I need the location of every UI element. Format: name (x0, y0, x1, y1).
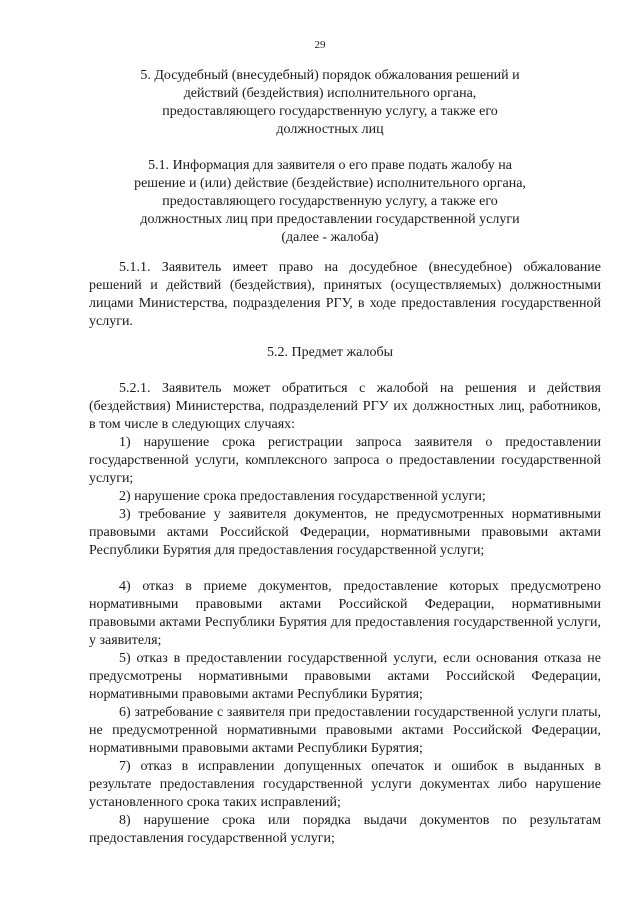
list-item: 6) затребование с заявителя при предоставлении государственной услуги платы, не предусмотренной нормативными правовыми актами Российской Федерации, нормативными правовыми актами Республики Бурятия; (89, 705, 601, 756)
list-item: 3) требование у заявителя документов, не предусмотренных нормативными правовыми актами Российской Федерации, нормативными правовыми актами Республики Бурятия для предоставления государственной услуги; (89, 507, 601, 558)
list-item: 5) отказ в предоставлении государственной услуги, если основания отказа не предусмотрены нормативными правовыми актами Российской Федерации, нормативными правовыми актами Республики Бурятия; (89, 651, 601, 702)
section-heading: 5. Досудебный (внесудебный) порядок обжалования решений и действий (бездействия) исполнительного органа, предоставляющего государственную услугу, а также его должностных лиц (140, 68, 520, 137)
paragraph-5-1-1: 5.1.1. Заявитель имеет право на досудебное (внесудебное) обжалование решений и действий (бездействия), принятых (осуществляемых) должностными лицами Министерства, подразделения РГУ, в ходе предоставления государственной услуги. (89, 260, 601, 329)
subsection-heading: 5.1. Информация для заявителя о его праве подать жалобу на решение и (или) действие (бездействие) исполнительного органа, предоставляющего государственную услугу, а также его должностных лиц при предоставлении государственной услуги (далее - жалоба) (134, 158, 526, 245)
subject-heading: 5.2. Предмет жалобы (267, 345, 393, 360)
list-item: 7) отказ в исправлении допущенных опечаток и ошибок в выданных в результате предоставления государственной услуги документах либо нарушение установленного срока таких исправлений; (89, 759, 601, 810)
list-item: 2) нарушение срока предоставления государственной услуги; (119, 489, 486, 504)
list-item: 8) нарушение срока или порядка выдачи документов по результатам предоставления государственной услуги; (89, 813, 601, 846)
paragraph-5-2-1: 5.2.1. Заявитель может обратиться с жалобой на решения и действия (бездействия) Министерства, подразделений РГУ их должностных лиц, работников, в том числе в следующих случаях: (89, 381, 601, 432)
list-item: 4) отказ в приеме документов, предоставление которых предусмотрено нормативными правовыми актами Российской Федерации, нормативными правовыми актами Республики Бурятия для предоставления государственной услуги, у заявителя; (89, 579, 601, 648)
page-number: 29 (314, 39, 326, 51)
list-item: 1) нарушение срока регистрации запроса заявителя о предоставлении государственной услуги, комплексного запроса о предоставлении государственной услуги; (89, 435, 601, 486)
